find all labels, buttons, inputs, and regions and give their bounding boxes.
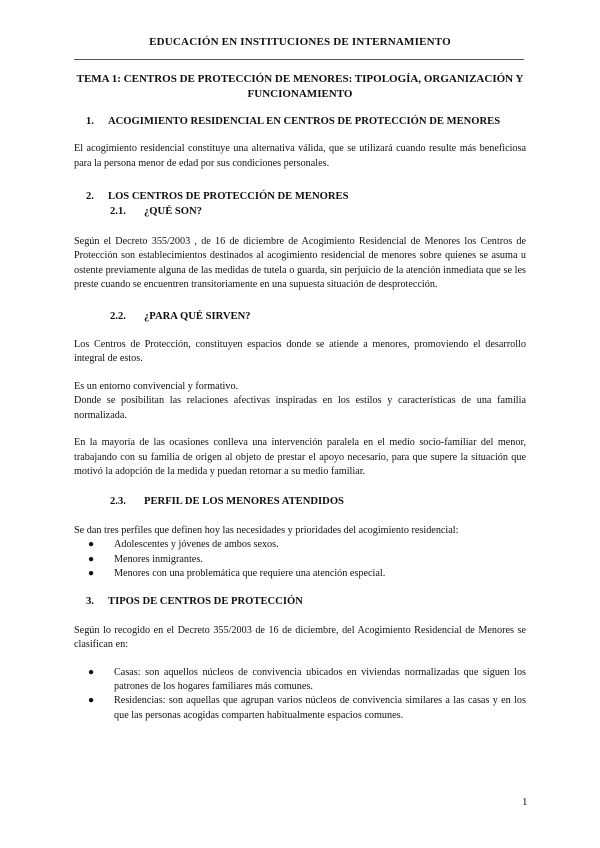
subsection-2-2-paragraph-2b: Donde se posibilitan las relaciones afectivas inspiradas en los estilos y características de una familia normalizada. <box>74 395 526 421</box>
list-item <box>74 538 526 552</box>
list-item <box>74 666 526 695</box>
subsection-2-1-paragraph: Según el Decreto 355/2003 , de 16 de diciembre de Acogimiento Residencial de Menores los Centros de Protección son establecimientos destinados al acogimiento residencial de menores sobre quienes se asuma u ostente previamente alguna de las medidas de tutela o guarda, sin perjuicio de la atención inmediata que se les preste cuando se encuentren transitoriamente en una supuesta situación de desprotección. <box>74 236 526 291</box>
document-title: TEMA 1: CENTROS DE PROTECCIÓN DE MENORES: TIPOLOGÍA, ORGANIZACIÓN Y FUNCIONAMIENTO <box>76 73 524 100</box>
list-item-text: Adolescentes y jóvenes de ambos sexos. <box>114 539 279 551</box>
section-1-paragraph: El acogimiento residencial constituye una alternativa válida, que se utilizará cuando resulte más beneficiosa para la persona menor de edad por sus condiciones personales. <box>74 143 526 169</box>
list-item <box>74 694 526 723</box>
bullet-icon: ● <box>88 553 95 565</box>
subsection-number: 2.3. <box>110 496 126 508</box>
list-item-text: Menores con una problemática que requiere una atención especial. <box>114 567 386 579</box>
subsection-number: 2.2. <box>110 310 126 322</box>
subsection-2-3-intro: Se dan tres perfiles que definen hoy las necesidades y prioridades del acogimiento residencial: <box>74 524 459 536</box>
subsection-number: 2.1. <box>110 205 126 217</box>
document-body <box>74 72 526 723</box>
section-number: 2. <box>86 191 94 203</box>
subsection-2-3-heading <box>74 495 526 509</box>
section-title: TIPOS DE CENTROS DE PROTECCIÓN <box>108 596 303 608</box>
section-3-heading <box>74 595 526 609</box>
list-item-text: Menores inmigrantes. <box>114 553 203 565</box>
section-3-intro: Según lo recogido en el Decreto 355/2003 de 16 de diciembre, del Acogimiento Residencial de Menores se clasifican en: <box>74 624 526 651</box>
list-item-text: Casas: son aquellos núcleos de convivencia ubicados en viviendas normalizadas que siguen los patrones de los hogares familiares más comunes. <box>114 666 526 692</box>
section-number: 1. <box>86 116 94 127</box>
list-item-text: Residencias: son aquellas que agrupan varios núcleos de convivencia similares a las casas y en los que las personas acogidas comparten habitualmente espacios comunes. <box>114 695 526 721</box>
subsection-2-2-paragraph-1: Los Centros de Protección, constituyen espacios donde se atiende a menores, promoviendo el desarrollo integral de estos. <box>74 339 526 365</box>
bullet-icon: ● <box>88 666 95 678</box>
section-title: ACOGIMIENTO RESIDENCIAL EN CENTROS DE PROTECCIÓN DE MENORES <box>108 116 501 127</box>
list-item <box>74 553 526 567</box>
section-number: 3. <box>86 596 94 608</box>
section-title: LOS CENTROS DE PROTECCIÓN DE MENORES <box>108 191 349 203</box>
bullet-icon: ● <box>88 539 95 551</box>
section-2-heading <box>74 190 526 204</box>
subsection-2-2-paragraph-3: En la mayoría de las ocasiones conlleva una intervención paralela en el medio socio-familiar del menor, trabajando con su familia de origen al objeto de prestar el apoyo necesario, para que supere la situación que motivó la adopción de la medida y puedan retornar a su medio familiar. <box>74 437 526 477</box>
subsection-2-1-heading <box>74 205 526 219</box>
subsection-title: ¿PARA QUÉ SIRVEN? <box>144 310 251 322</box>
bullet-icon: ● <box>88 567 95 579</box>
bullet-icon: ● <box>88 695 95 707</box>
subsection-title: ¿QUÉ SON? <box>144 205 202 217</box>
header-divider <box>74 59 524 60</box>
subsection-2-2-heading <box>74 310 526 324</box>
subsection-title: PERFIL DE LOS MENORES ATENDIDOS <box>144 496 344 508</box>
list-item <box>74 567 526 581</box>
running-header: EDUCACIÓN EN INSTITUCIONES DE INTERNAMIENTO <box>149 36 451 48</box>
subsection-2-2-paragraph-2a: Es un entorno convivencial y formativo. <box>74 380 239 392</box>
center-types-list <box>74 666 526 724</box>
page-number: 1 <box>522 796 528 808</box>
profiles-list <box>74 538 526 581</box>
section-1-heading <box>74 115 526 129</box>
